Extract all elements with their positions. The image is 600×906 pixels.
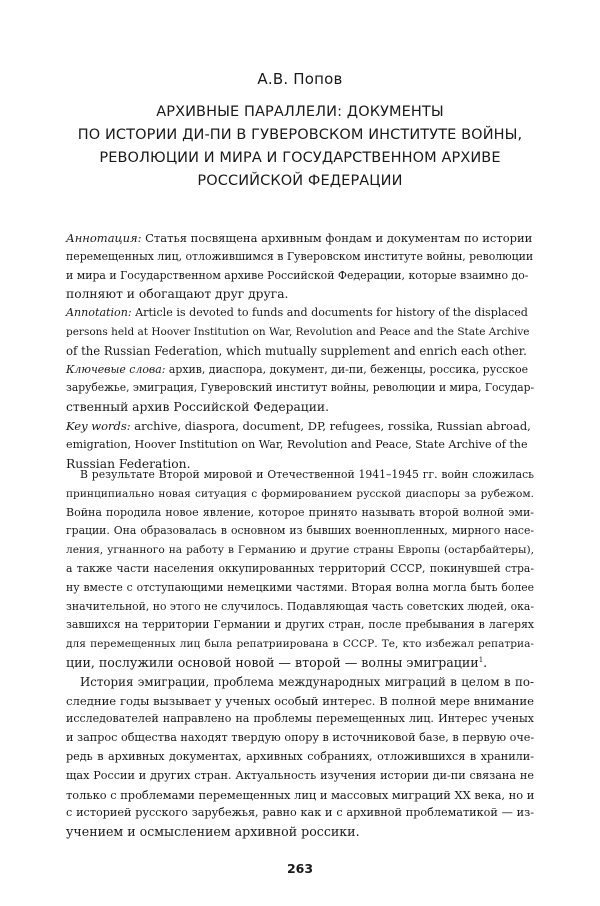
annotation-en <box>66 304 534 360</box>
abstract-line <box>66 417 534 436</box>
body-line: В результате Второй мировой и Отечественной 1941–1945 гг. войн сложилась <box>80 468 534 481</box>
abstract-line: persons held at Hoover Institution on War, Revolution and Peace and the State Archive <box>66 325 530 338</box>
body-line: ления, угнанного на работу в Германию и другие страны Европы (остарбайтеры), <box>66 544 534 557</box>
annotation-ru-label: Аннотация: <box>66 231 142 245</box>
abstract-line: перемещенных лиц, отложившимся в Гуверовском институте войны, революции <box>66 249 534 263</box>
keywords-en <box>66 417 534 473</box>
body-line: исследователей направлено на проблемы перемещенных лиц. Интерес ученых <box>66 712 534 726</box>
abstract-line: и мира и Государственном архиве Российской Федерации, которые взаимно до- <box>66 268 529 282</box>
body-line <box>66 654 534 673</box>
body-line-text: ции, послужили основой новой — второй — волны эмиграции <box>66 654 479 670</box>
abstract-block <box>66 229 534 473</box>
body-paragraph-1 <box>66 466 534 673</box>
abstract-line: зарубежье, эмиграция, Гуверовский институт войны, революции и мира, Государ- <box>66 381 535 395</box>
body-line: завшихся на территории Германии и других стран, после пребывания в лагерях <box>66 618 534 632</box>
article-title <box>60 101 540 193</box>
abstract-line: Russian Federation. <box>66 456 191 471</box>
body-line: с историей русского зарубежья, равно как и с архивной проблематикой — из- <box>66 806 534 820</box>
abstract-line <box>66 229 534 248</box>
body-line: только с проблемами перемещенных лиц и массовых миграций XX века, но и <box>66 787 535 802</box>
body-line: для перемещенных лиц была репатриирована в СССР. Те, кто избежал репатриа- <box>66 638 534 651</box>
body-line: а также части населения оккупированных территорий СССР, покинувшей стра- <box>66 561 534 575</box>
article-body <box>66 466 534 842</box>
abstract-line: ственный архив Российской Федерации. <box>66 400 330 415</box>
body-line: редь в архивных документах, архивных собраниях, отложившихся в хранили- <box>66 749 534 763</box>
keywords-en-label: Key words: <box>66 418 131 433</box>
title-line: АРХИВНЫЕ ПАРАЛЛЕЛИ: ДОКУМЕНТЫ <box>156 104 444 120</box>
abstract-line: emigration, Hoover Institution on War, Revolution and Peace, State Archive of the <box>66 437 528 451</box>
keywords-en-text: archive, diaspora, document, DP, refugees, rossika, Russian abroad, <box>130 418 531 433</box>
body-line: принципиально новая ситуация с формированием русской диаспоры за рубежом. <box>66 487 534 500</box>
body-line: грации. Она образовалась в основном из бывших военнопленных, мирного насе- <box>66 524 534 538</box>
body-line: щах России и других стран. Актуальность изучения истории ди-пи связана не <box>66 768 534 782</box>
abstract-line <box>66 361 534 380</box>
body-line: История эмиграции, проблема международных миграций в целом в по- <box>80 674 534 689</box>
annotation-en-text: Article is devoted to funds and documents for history of the displaced <box>131 306 528 320</box>
body-line: и запрос общества находят твердую опору в источниковой базе, в первую оче- <box>66 731 535 745</box>
body-line: ну вместе с отступающими немецкими частями. Вторая волна могла быть более <box>66 580 534 594</box>
abstract-line: of the Russian Federation, which mutually supplement and enrich each other. <box>66 343 527 358</box>
keywords-ru-text: архив, диаспора, документ, ди-пи, беженцы, россика, русское <box>165 362 529 376</box>
annotation-ru <box>66 229 534 304</box>
title-line: РЕВОЛЮЦИИ И МИРА И ГОСУДАРСТВЕННОМ АРХИВЕ <box>99 150 501 166</box>
body-line: учением и осмыслением архивной россики. <box>66 824 360 840</box>
abstract-line: полняют и обогащают друг друга. <box>66 287 289 302</box>
body-line: значительной, но этого не случилось. Подавляющая часть советских людей, ока- <box>66 599 534 613</box>
annotation-ru-text: Статья посвящена архивным фондам и документам по истории <box>141 231 533 245</box>
abstract-line <box>66 304 534 323</box>
body-paragraph-2 <box>66 673 534 842</box>
keywords-ru <box>66 361 534 417</box>
annotation-en-label: Annotation: <box>66 306 132 320</box>
keywords-ru-label: Ключевые слова: <box>66 362 166 376</box>
body-line: следние годы вызывает у ученых особый интерес. В полной мере внимание <box>66 693 534 708</box>
title-line: ПО ИСТОРИИ ДИ-ПИ В ГУВЕРОВСКОМ ИНСТИТУТЕ ВОЙНЫ, <box>77 127 523 143</box>
page-number: 263 <box>286 861 314 876</box>
body-line: Война породила новое явление, которое принято называть второй волной эми- <box>66 505 534 519</box>
footnote-marker[interactable]: 1 <box>478 655 484 664</box>
title-line: РОССИЙСКОЙ ФЕДЕРАЦИИ <box>197 173 403 189</box>
body-line-end: . <box>483 654 488 670</box>
author-name: А.В. Попов <box>257 70 343 88</box>
